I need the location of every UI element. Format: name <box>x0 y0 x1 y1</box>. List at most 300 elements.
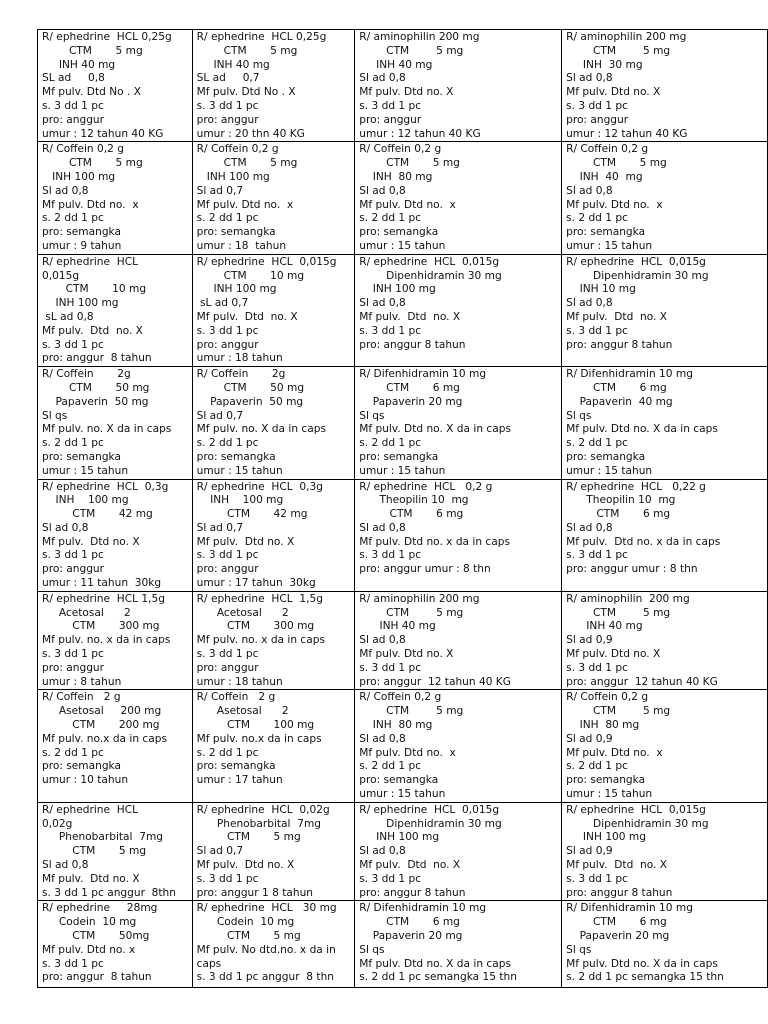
recipe-line: Mf pulv. Dtd no. X <box>359 859 461 872</box>
recipe-title: R/ ephedrine HCL 0,015g <box>566 803 706 816</box>
recipe-line: s. 2 dd 1 pc <box>42 746 104 759</box>
recipe-line: pro: semangka <box>196 226 276 239</box>
prescription-cell <box>38 479 193 591</box>
prescription-cell <box>38 690 193 802</box>
recipe-line: Sl qs <box>359 409 385 422</box>
prescription-cell <box>192 30 355 142</box>
recipe-line: pro: anggur 12 tahun 40 KG <box>359 675 511 688</box>
prescription-cell <box>192 254 355 366</box>
prescription-cell <box>192 367 355 479</box>
recipe-line: Mf pulv. Dtd no. X <box>42 535 140 548</box>
recipe-line: Mf pulv. Dtd no. X <box>196 535 295 548</box>
recipe-title: R/ ephedrine HCL 0,015g <box>196 255 337 268</box>
recipe-line: Sl ad 0,8 <box>42 859 89 872</box>
recipe-line: sL ad 0,8 <box>42 310 94 323</box>
recipe-line: Dipenhidramin 30 mg <box>359 817 502 830</box>
recipe-line: Mf pulv. Dtd no. x da in caps <box>566 535 721 548</box>
recipe-line: CTM 5 mg <box>196 157 298 170</box>
recipe-title: R/ ephedrine HCL 0,3g <box>196 480 323 493</box>
recipe-line: Acetosal 2 <box>196 606 289 619</box>
recipe-title: R/ ephedrine HCL 0,22 g <box>566 480 706 493</box>
recipe-line: s. 3 dd 1 pc anggur 8thn <box>42 886 176 899</box>
recipe-line: Mf pulv. no. X da in caps <box>42 423 172 436</box>
recipe-line: INH 100 mg <box>42 170 116 183</box>
recipe-title: R/ ephedrine HCL 0,3g <box>42 480 169 493</box>
recipe-line: Theopilin 10 mg <box>359 494 469 507</box>
recipe-line: Mf pulv. Dtd no. x <box>359 198 456 211</box>
recipe-line: pro: semangka <box>359 226 439 239</box>
recipe-line: CTM 6 mg <box>359 381 460 394</box>
recipe-line: Sl ad 0,8 <box>359 297 406 310</box>
recipe-line: umur : 10 tahun <box>42 774 129 787</box>
recipe-line: Papaverin 50 mg <box>42 395 149 408</box>
recipe-line: s. 2 dd 1 pc <box>359 437 422 450</box>
recipe-line: Dipenhidramin 30 mg <box>566 269 709 282</box>
prescription-row <box>38 367 768 479</box>
recipe-line: Sl ad 0,8 <box>359 845 406 858</box>
recipe-line: Dipenhidramin 30 mg <box>566 817 709 830</box>
recipe-line: pro: anggur umur : 8 thn <box>359 563 491 576</box>
recipe-line: Sl ad 0,7 <box>196 184 244 197</box>
prescription-row <box>38 142 768 254</box>
recipe-line: INH 80 mg <box>566 719 640 732</box>
recipe-line: CTM 42 mg <box>42 508 153 521</box>
recipe-line: s. 3 dd 1 pc <box>42 549 104 562</box>
recipe-line: CTM 5 mg <box>42 44 143 57</box>
recipe-line: umur : 12 tahun 40 KG <box>566 127 688 140</box>
recipe-line: pro: anggur <box>359 113 422 126</box>
recipe-line: Mf pulv. no. X da in caps <box>196 423 326 436</box>
recipe-line: Sl qs <box>566 409 592 422</box>
recipe-line: Mf pulv. no. x da in caps <box>42 634 171 647</box>
recipe-line: s. 2 dd 1 pc <box>359 760 422 773</box>
recipe-line: Sl qs <box>42 409 68 422</box>
recipe-line: Mf pulv. No dtd.no. x da in <box>196 943 336 956</box>
recipe-line: Mf pulv. Dtd No . X <box>42 86 141 99</box>
prescription-cell <box>192 479 355 591</box>
recipe-title: R/ Coffein 0,2 g <box>566 691 649 704</box>
recipe-line: umur : 12 tahun 40 KG <box>359 127 481 140</box>
recipe-line: pro: anggur <box>42 563 104 576</box>
recipe-line: CTM 10 mg <box>42 283 147 296</box>
prescription-cell <box>38 901 193 988</box>
recipe-line: Codein 10 mg <box>196 916 295 929</box>
recipe-line: pro: semangka <box>566 226 646 239</box>
prescription-row <box>38 591 768 690</box>
recipe-title: R/ Coffein 2 g <box>42 691 121 704</box>
recipe-line: Codein 10 mg <box>42 916 137 929</box>
recipe-line: CTM 5 mg <box>42 157 143 170</box>
recipe-line: s. 3 dd 1 pc <box>42 99 104 112</box>
recipe-line: Mf pulv. Dtd no. X <box>196 859 295 872</box>
recipe-line: CTM 6 mg <box>566 508 671 521</box>
prescription-cell <box>562 30 768 142</box>
recipe-line: Mf pulv. Dtd no. X <box>566 859 668 872</box>
recipe-line: umur : 18 tahun <box>196 675 283 688</box>
recipe-line: Sl ad 0,9 <box>566 732 613 745</box>
recipe-line: umur : 15 tahun <box>359 464 446 477</box>
recipe-line: Mf pulv. Dtd no. x <box>566 198 663 211</box>
recipe-line: CTM 50mg <box>42 930 150 942</box>
recipe-line: Sl qs <box>566 943 592 956</box>
recipe-title: R/ Difenhidramin 10 mg <box>359 368 487 381</box>
recipe-line: s. 3 dd 1 pc <box>359 324 422 337</box>
recipe-line: Mf pulv. no.x da in caps <box>42 732 167 745</box>
recipe-line: INH 40 mg <box>196 58 270 71</box>
recipe-line: pro: semangka <box>42 450 121 463</box>
prescription-cell <box>562 254 768 366</box>
recipe-line: Mf pulv. no.x da in caps <box>196 732 322 745</box>
recipe-line: Sl ad 0,8 <box>42 521 89 534</box>
recipe-line: CTM 10 mg <box>196 269 305 282</box>
recipe-line: CTM 42 mg <box>196 508 308 521</box>
prescription-cell <box>562 142 768 254</box>
recipe-line: umur : 15 tahun <box>196 464 283 477</box>
recipe-title: R/ ephedrine HCL <box>42 803 139 816</box>
recipe-line: CTM 6 mg <box>359 508 464 521</box>
prescription-cell <box>355 901 562 988</box>
recipe-line: Mf pulv. Dtd no. x <box>42 943 136 956</box>
recipe-line: s. 3 dd 1 pc <box>196 648 259 661</box>
prescription-row <box>38 30 768 142</box>
prescription-cell <box>562 367 768 479</box>
prescription-cell <box>38 802 193 901</box>
recipe-line: s. 3 dd 1 pc <box>196 99 259 112</box>
recipe-line: 0,015g <box>42 269 80 282</box>
recipe-line: INH 100 mg <box>566 831 646 844</box>
recipe-line: s. 2 dd 1 pc <box>42 437 104 450</box>
recipe-line: s. 3 dd 1 pc <box>359 549 422 562</box>
recipe-line: 0,02g <box>42 817 73 830</box>
prescription-cell <box>562 479 768 591</box>
recipe-line: INH 40 mg <box>566 620 643 633</box>
recipe-title: R/ ephedrine HCL <box>42 255 139 268</box>
recipe-line: CTM 300 mg <box>196 620 315 633</box>
recipe-line: pro: semangka <box>359 450 439 463</box>
recipe-line: SL ad 0,7 <box>196 72 260 85</box>
recipe-line: umur : 11 tahun 30kg <box>42 577 162 590</box>
recipe-line: Sl ad 0,7 <box>196 409 244 422</box>
recipe-line: umur : 17 tahun 30kg <box>196 577 316 590</box>
recipe-title: R/ Difenhidramin 10 mg <box>566 902 693 915</box>
recipe-line: umur : 15 tahun <box>42 464 129 477</box>
recipe-line: s. 3 dd 1 pc <box>566 549 628 562</box>
recipe-title: R/ Difenhidramin 10 mg <box>359 902 487 915</box>
prescription-cell <box>355 30 562 142</box>
recipe-line: INH 80 mg <box>359 719 433 732</box>
recipe-line: s. 3 dd 1 pc <box>566 324 628 337</box>
recipe-title: R/ ephedrine HCL 0,25g <box>42 31 172 43</box>
recipe-line: pro: anggur 8 tahun <box>359 886 466 899</box>
recipe-line: s. 3 dd 1 pc <box>196 549 259 562</box>
recipe-line: sL ad 0,7 <box>196 297 249 310</box>
recipe-line: Papaverin 20 mg <box>359 930 463 942</box>
recipe-line: umur : 15 tahun <box>566 788 653 801</box>
recipe-line: CTM 5 mg <box>566 606 671 619</box>
recipe-line: s. 3 dd 1 pc <box>359 872 422 885</box>
recipe-line: pro: anggur 8 tahun <box>42 971 152 984</box>
recipe-line: Sl qs <box>359 943 385 956</box>
recipe-title: R/ aminophilin 200 mg <box>566 592 690 605</box>
prescription-cell <box>38 367 193 479</box>
recipe-line: pro: anggur 1 8 tahun <box>196 886 314 899</box>
recipe-line: pro: anggur <box>196 338 259 351</box>
recipe-line: CTM 5 mg <box>359 606 464 619</box>
recipe-line: pro: semangka <box>42 226 121 239</box>
recipe-line: Mf pulv. Dtd No . X <box>196 86 296 99</box>
recipe-line: Sl ad 0,9 <box>566 634 613 647</box>
recipe-title: R/ Coffein 0,2 g <box>566 143 649 156</box>
recipe-line: umur : 18 tahun <box>196 352 283 365</box>
prescription-cell <box>562 901 768 988</box>
recipe-line: pro: semangka <box>359 774 439 787</box>
recipe-line: INH 100 mg <box>42 494 129 507</box>
recipe-line: CTM 50 mg <box>196 381 305 394</box>
recipe-line: Sl ad 0,8 <box>359 72 406 85</box>
recipe-line: Mf pulv. no. x da in caps <box>196 634 325 647</box>
prescription-cell <box>192 690 355 802</box>
recipe-line: INH 40 mg <box>566 170 643 183</box>
recipe-line: Mf pulv. Dtd no. X <box>42 324 143 337</box>
recipe-line: CTM 200 mg <box>42 719 160 732</box>
recipe-line: INH 40 mg <box>359 58 433 71</box>
recipe-title: R/ Coffein 2g <box>42 368 131 381</box>
recipe-line: Asetosal 200 mg <box>42 705 162 718</box>
recipe-line: Mf pulv. Dtd no. x <box>566 746 663 759</box>
recipe-title: R/ ephedrine HCL 0,015g <box>359 255 500 268</box>
recipe-title: R/ ephedrine HCL 30 mg <box>196 902 337 915</box>
recipe-line: CTM 6 mg <box>359 916 460 929</box>
recipe-line: s. 3 dd 1 pc <box>359 661 422 674</box>
recipe-line: Mf pulv. Dtd no. X <box>566 648 661 661</box>
recipe-line: Sl ad 0,7 <box>196 521 244 534</box>
recipe-line: CTM 5 mg <box>359 157 460 170</box>
prescription-cell <box>355 254 562 366</box>
recipe-line: INH 30 mg <box>566 58 643 71</box>
recipe-line: Dipenhidramin 30 mg <box>359 269 502 282</box>
recipe-line: INH 40 mg <box>42 58 116 71</box>
recipe-line: caps <box>196 957 222 970</box>
recipe-line: Asetosal 2 <box>196 705 289 718</box>
recipe-title: R/ ephedrine HCL 0,2 g <box>359 480 493 493</box>
recipe-line: Sl ad 0,8 <box>566 521 613 534</box>
recipe-line: pro: anggur 12 tahun 40 KG <box>566 675 718 688</box>
recipe-title: R/ ephedrine HCL 0,25g <box>196 31 327 43</box>
recipe-line: s. 3 dd 1 pc <box>42 338 104 351</box>
recipe-line: pro: semangka <box>42 760 121 773</box>
prescription-cell <box>562 591 768 690</box>
recipe-line: CTM 100 mg <box>196 719 315 732</box>
recipe-line: INH 100 mg <box>196 283 277 296</box>
prescription-row <box>38 901 768 988</box>
recipe-title: R/ ephedrine HCL 0,015g <box>359 803 500 816</box>
recipe-title: R/ aminophilin 200 mg <box>359 592 480 605</box>
recipe-line: Acetosal 2 <box>42 606 131 619</box>
recipe-line: Mf pulv. Dtd no. x da in caps <box>359 535 510 548</box>
recipe-title: R/ Coffein 0,2 g <box>42 143 124 156</box>
recipe-line: Mf pulv. Dtd no. X <box>359 310 461 323</box>
recipe-line: INH 80 mg <box>359 170 433 183</box>
recipe-line: CTM 6 mg <box>566 916 667 929</box>
recipe-line: Sl ad 0,9 <box>566 845 613 858</box>
recipe-line: s. 3 dd 1 pc <box>42 648 104 661</box>
recipe-line: INH 100 mg <box>42 297 119 310</box>
recipe-line: Sl ad 0,7 <box>196 845 244 858</box>
recipe-line: s. 2 dd 1 pc <box>196 746 259 759</box>
prescription-cell <box>192 591 355 690</box>
recipe-line: Mf pulv. Dtd no. x <box>359 746 456 759</box>
recipe-line: Mf pulv. Dtd no. X da in caps <box>359 423 511 436</box>
recipe-line: umur : 17 tahun <box>196 774 283 787</box>
recipe-line: CTM 300 mg <box>42 620 160 633</box>
recipe-line: pro: anggur 8 tahun <box>566 886 673 899</box>
recipe-line: pro: semangka <box>566 774 646 787</box>
recipe-title: R/ Coffein 0,2 g <box>359 143 442 156</box>
recipe-line: Phenobarbital 7mg <box>42 831 164 844</box>
recipe-line: Mf pulv. Dtd no. X <box>359 86 454 99</box>
recipe-line: pro: semangka <box>196 760 276 773</box>
prescription-table <box>37 29 768 988</box>
recipe-line: pro: anggur 8 tahun <box>566 338 673 351</box>
recipe-line: INH 100 mg <box>196 170 270 183</box>
recipe-line: s. 3 dd 1 pc <box>359 99 422 112</box>
recipe-line: s. 2 dd 1 pc semangka 15 thn <box>566 971 724 984</box>
recipe-line: Sl ad 0,8 <box>566 297 613 310</box>
recipe-line: CTM 50 mg <box>42 381 150 394</box>
recipe-line: s. 3 dd 1 pc <box>196 872 259 885</box>
recipe-line: pro: anggur <box>42 113 104 126</box>
recipe-line: Sl ad 0,8 <box>359 521 406 534</box>
recipe-line: s. 3 dd 1 pc <box>42 957 104 970</box>
recipe-line: pro: semangka <box>566 450 646 463</box>
recipe-title: R/ aminophilin 200 mg <box>359 31 480 43</box>
recipe-title: R/ ephedrine 28mg <box>42 902 158 915</box>
recipe-line: INH 100 mg <box>359 283 436 296</box>
recipe-line: Theopilin 10 mg <box>566 494 676 507</box>
recipe-line: pro: anggur <box>42 661 104 674</box>
recipe-line: pro: anggur 8 tahun <box>359 338 466 351</box>
recipe-line: pro: anggur umur : 8 thn <box>566 563 698 576</box>
recipe-line: umur : 15 tahun <box>359 239 446 252</box>
recipe-title: R/ ephedrine HCL 1,5g <box>196 592 323 605</box>
recipe-line: CTM 5 mg <box>196 930 301 942</box>
recipe-line: pro: anggur <box>566 113 629 126</box>
prescription-row <box>38 254 768 366</box>
recipe-line: Mf pulv. Dtd no. X da in caps <box>566 957 718 970</box>
recipe-line: Mf pulv. Dtd no. x <box>42 198 139 211</box>
recipe-line: CTM 5 mg <box>566 705 671 718</box>
recipe-title: R/ Coffein 2 g <box>196 691 276 704</box>
recipe-line: s. 2 dd 1 pc <box>42 212 104 225</box>
recipe-title: R/ Coffein 2g <box>196 368 286 381</box>
prescription-cell <box>38 591 193 690</box>
recipe-line: CTM 5 mg <box>359 705 464 718</box>
recipe-line: umur : 20 thn 40 KG <box>196 127 305 140</box>
recipe-line: Mf pulv. Dtd no. X <box>42 872 140 885</box>
recipe-line: Sl ad 0,8 <box>359 634 406 647</box>
recipe-line: Mf pulv. Dtd no. X <box>196 310 298 323</box>
prescription-cell <box>38 142 193 254</box>
recipe-line: Mf pulv. Dtd no. x <box>196 198 294 211</box>
prescription-cell <box>355 367 562 479</box>
recipe-line: s. 2 dd 1 pc semangka 15 thn <box>359 971 517 984</box>
recipe-line: Papaverin 20 mg <box>359 395 463 408</box>
prescription-cell <box>355 690 562 802</box>
recipe-line: pro: anggur 8 tahun <box>42 352 152 365</box>
prescription-cell <box>38 254 193 366</box>
recipe-line: pro: semangka <box>196 450 276 463</box>
prescription-cell <box>192 142 355 254</box>
recipe-line: s. 2 dd 1 pc <box>359 212 422 225</box>
recipe-title: R/ aminophilin 200 mg <box>566 31 687 43</box>
recipe-title: R/ Coffein 0,2 g <box>359 691 442 704</box>
recipe-line: CTM 5 mg <box>359 44 464 57</box>
prescription-cell <box>192 802 355 901</box>
recipe-title: R/ ephedrine HCL 0,02g <box>196 803 330 816</box>
prescription-cell <box>562 690 768 802</box>
recipe-line: umur : 15 tahun <box>359 788 446 801</box>
recipe-line: s. 2 dd 1 pc <box>566 212 628 225</box>
recipe-line: pro: anggur <box>196 113 259 126</box>
recipe-title: R/ ephedrine HCL 0,015g <box>566 255 706 268</box>
recipe-line: s. 2 dd 1 pc <box>196 437 259 450</box>
recipe-line: pro: anggur <box>196 661 259 674</box>
recipe-line: s. 3 dd 1 pc <box>566 872 628 885</box>
recipe-title: R/ Difenhidramin 10 mg <box>566 368 693 381</box>
prescription-row <box>38 479 768 591</box>
recipe-line: umur : 15 tahun <box>566 464 653 477</box>
recipe-line: Papaverin 50 mg <box>196 395 304 408</box>
recipe-line: umur : 12 tahun 40 KG <box>42 127 164 140</box>
recipe-line: Sl ad 0,8 <box>359 732 406 745</box>
recipe-line: INH 100 mg <box>196 494 284 507</box>
prescription-cell <box>562 802 768 901</box>
prescription-row <box>38 690 768 802</box>
recipe-line: CTM 5 mg <box>196 44 298 57</box>
recipe-line: Sl ad 0,8 <box>359 184 406 197</box>
recipe-title: R/ ephedrine HCL 1,5g <box>42 592 165 605</box>
recipe-line: Sl ad 0,8 <box>42 184 89 197</box>
recipe-line: CTM 5 mg <box>196 831 301 844</box>
recipe-line: s. 2 dd 1 pc <box>566 437 628 450</box>
recipe-line: s. 2 dd 1 pc <box>196 212 259 225</box>
recipe-line: umur : 9 tahun <box>42 239 122 252</box>
recipe-line: Sl ad 0,8 <box>566 72 613 85</box>
prescription-row <box>38 802 768 901</box>
recipe-line: s. 3 dd 1 pc anggur 8 thn <box>196 971 334 984</box>
recipe-line: Mf pulv. Dtd no. X da in caps <box>359 957 511 970</box>
recipe-line: INH 10 mg <box>566 283 636 296</box>
recipe-line: INH 100 mg <box>359 831 440 844</box>
prescription-cell <box>355 142 562 254</box>
prescription-cell <box>38 30 193 142</box>
recipe-title: R/ Coffein 0,2 g <box>196 143 279 156</box>
recipe-line: CTM 5 mg <box>566 44 671 57</box>
recipe-line: pro: anggur <box>196 563 259 576</box>
recipe-line: SL ad 0,8 <box>42 72 105 85</box>
prescription-cell <box>192 901 355 988</box>
recipe-line: Mf pulv. Dtd no. X <box>566 310 668 323</box>
recipe-line: Papaverin 20 mg <box>566 930 670 942</box>
recipe-line: Mf pulv. Dtd no. X <box>359 648 454 661</box>
recipe-line: umur : 15 tahun <box>566 239 653 252</box>
recipe-line: s. 3 dd 1 pc <box>566 99 628 112</box>
recipe-line: s. 3 dd 1 pc <box>566 661 628 674</box>
recipe-line: CTM 6 mg <box>566 381 667 394</box>
recipe-line: umur : 18 tahun <box>196 239 287 252</box>
recipe-line: Mf pulv. Dtd no. X <box>566 86 661 99</box>
recipe-line: s. 3 dd 1 pc <box>196 324 259 337</box>
